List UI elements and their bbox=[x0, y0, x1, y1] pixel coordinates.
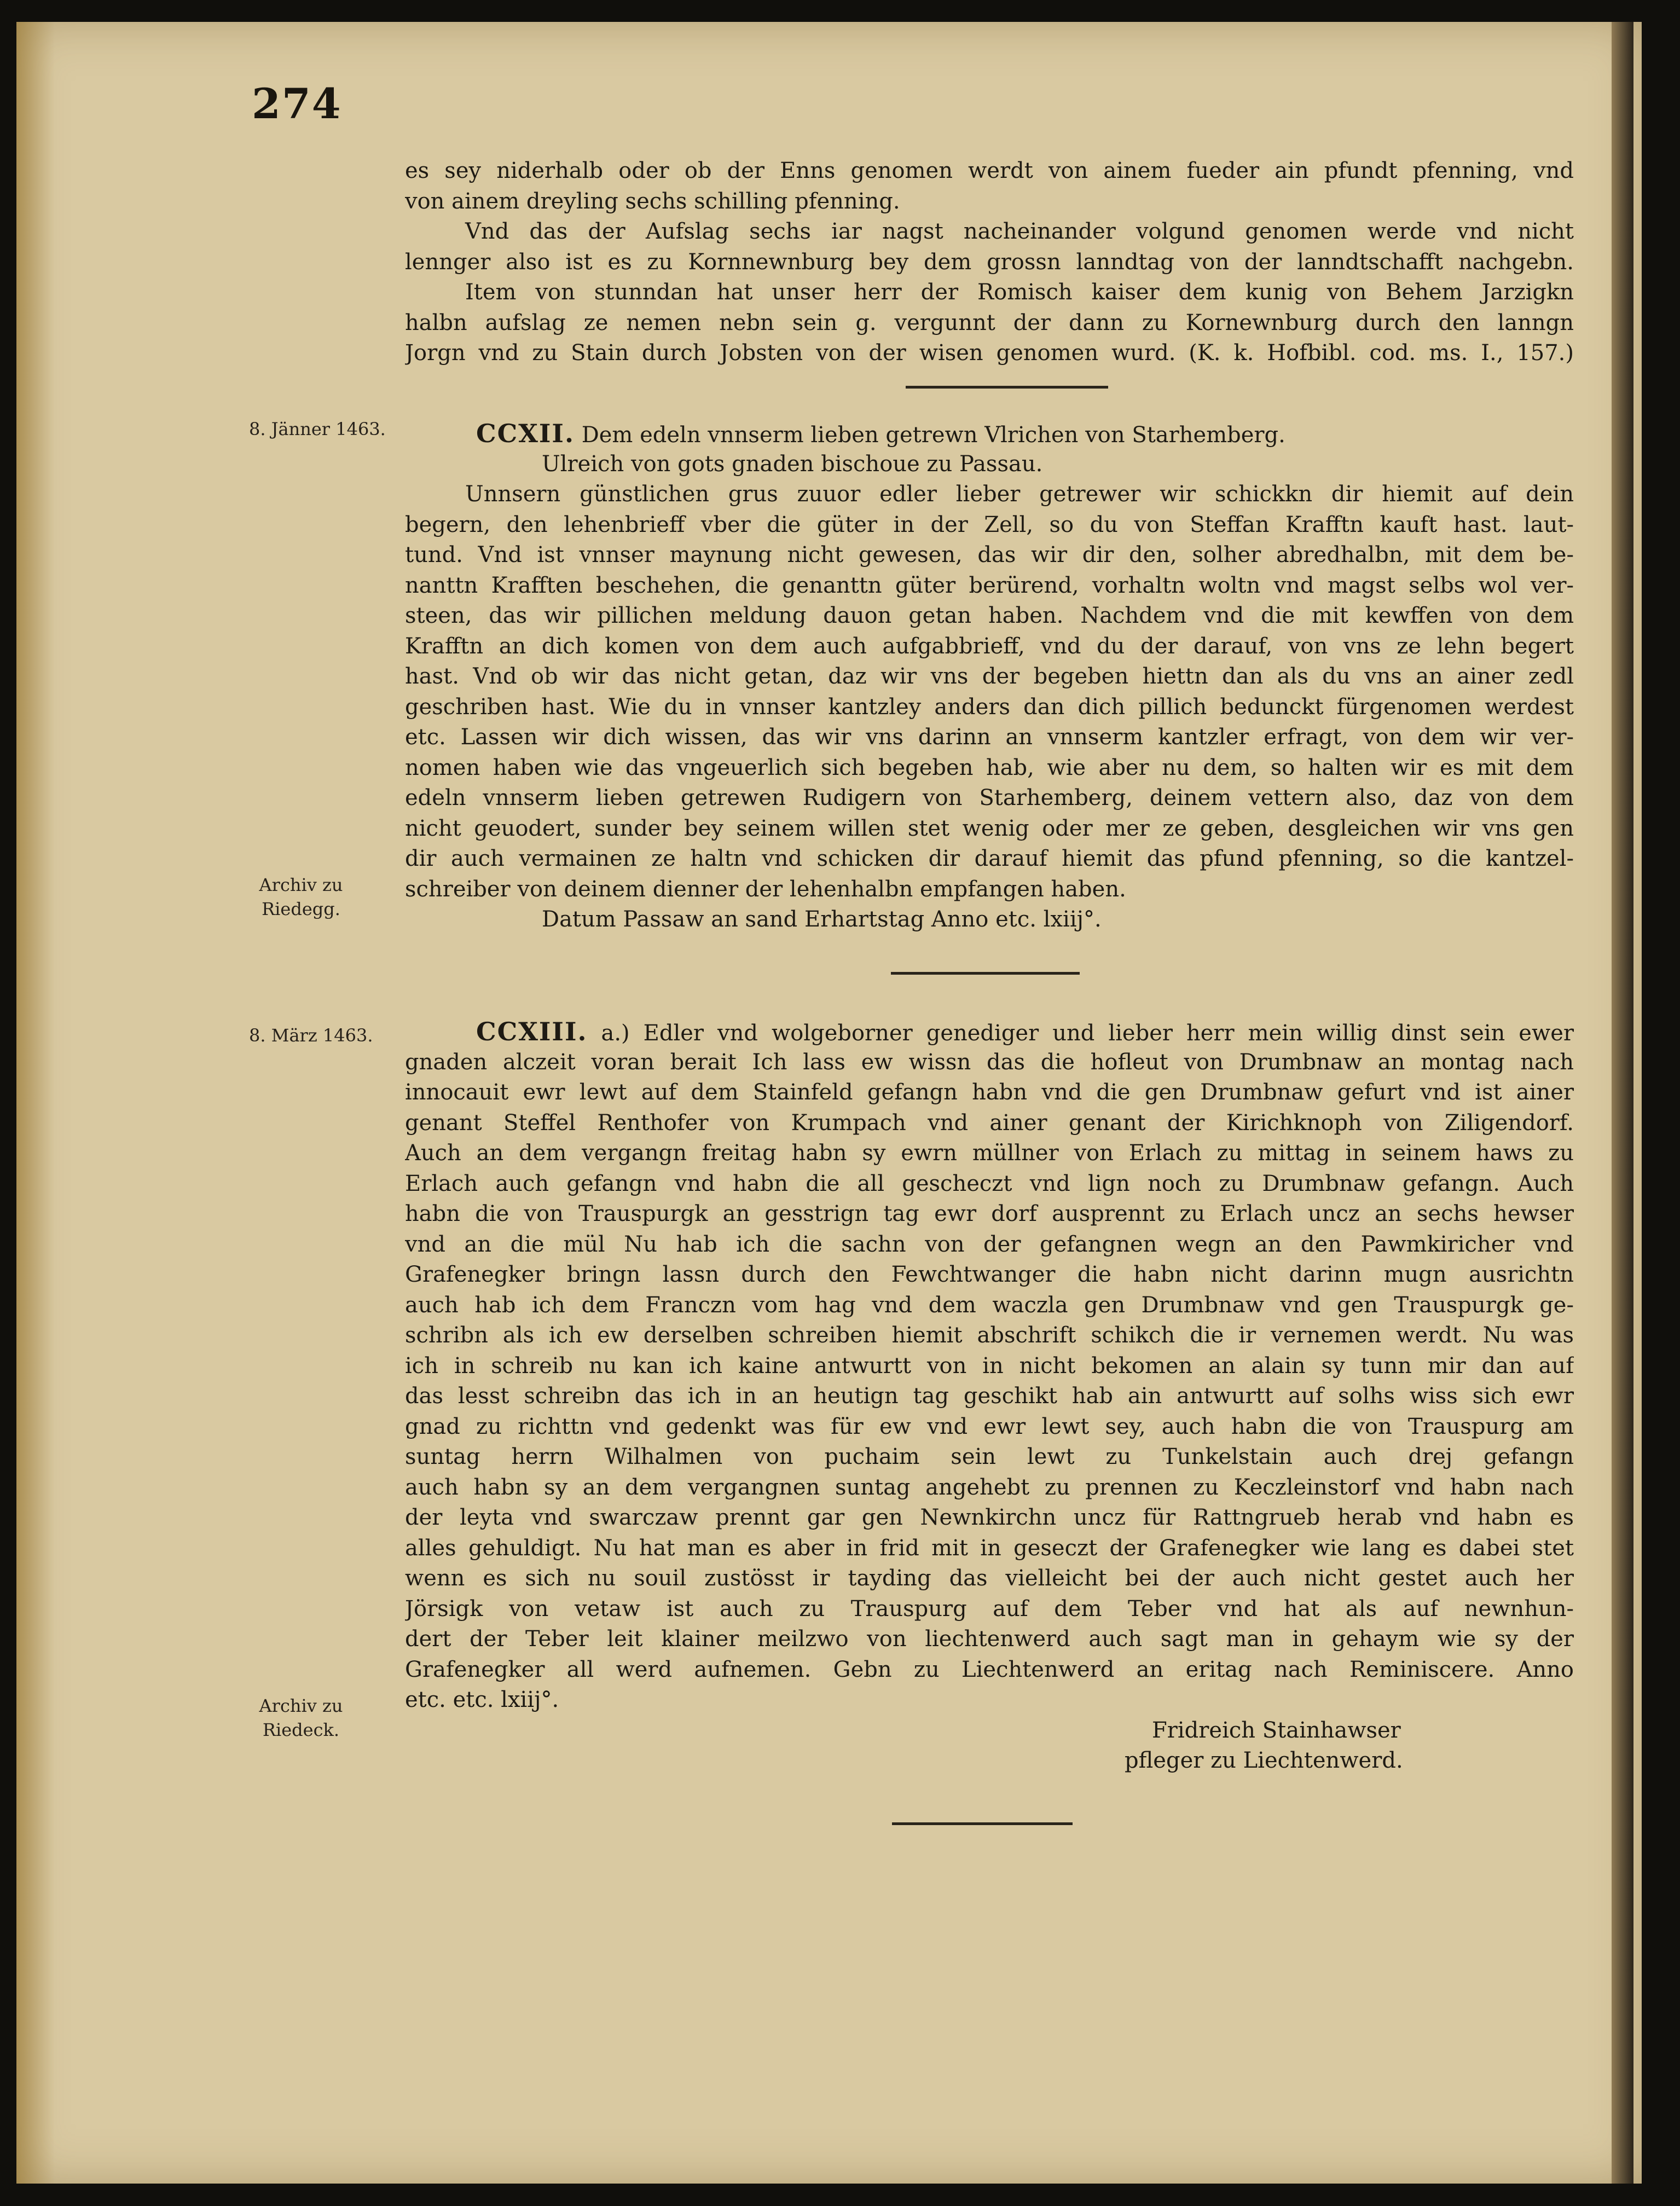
text-line: nicht geuodert, sunder bey seinem willen stet wenig oder mer ze geben, desgleichen wir vns gen bbox=[405, 815, 1574, 841]
date-ccxii: 8. Jänner 1463. bbox=[249, 419, 386, 439]
text-line: Jörsigk von vetaw ist auch zu Trauspurg auf dem Teber vnd hat als auf newnhun- bbox=[405, 1596, 1574, 1622]
signature-name: Fridreich Stainhawser bbox=[1152, 1717, 1401, 1743]
archive-label: Archiv zu bbox=[259, 875, 343, 895]
section-divider bbox=[891, 972, 1080, 975]
document-sender: Ulreich von gots gnaden bischoue zu Passau. bbox=[542, 451, 1043, 477]
document-number: CCXII. bbox=[476, 419, 575, 448]
document-heading bbox=[405, 1017, 1574, 1047]
document-ccxii bbox=[405, 419, 1574, 935]
archive-place: Riedeck. bbox=[262, 1719, 340, 1740]
text-line: Grafenegker all werd aufnemen. Gebn zu Liechtenwerd an eritag nach Reminiscere. Anno bbox=[405, 1657, 1574, 1682]
text-line: habn die von Trauspurgk an gesstrign tag ewr dorf ausprennt zu Erlach uncz an sechs hewser bbox=[405, 1201, 1574, 1226]
text-line: Grafenegker bringn lassn durch den Fewchtwanger die habn nicht darinn mugn ausrichtn bbox=[405, 1262, 1574, 1287]
text-line: tund. Vnd ist vnnser maynung nicht gewesen, das wir dir den, solher abredhalbn, mit dem be- bbox=[405, 542, 1574, 568]
document-ccxiii bbox=[405, 1017, 1574, 1776]
signature-title: pfleger zu Liechtenwerd. bbox=[1125, 1748, 1403, 1773]
text-line: ich in schreib nu kan ich kaine antwurtt von in nicht bekomen an alain sy tunn mir dan auf bbox=[405, 1353, 1574, 1379]
text-line: es sey niderhalb oder ob der Enns genomen werdt von ainem fueder ain pfundt pfenning, vnd bbox=[405, 158, 1574, 183]
text-line: edeln vnnserm lieben getrewen Rudigern von Starhemberg, deinem vettern also, daz von dem bbox=[405, 785, 1574, 810]
text-line: nomen haben wie das vngeuerlich sich begeben hab, wie aber nu dem, so halten wir es mit dem bbox=[405, 755, 1574, 780]
text-line: das lesst schreibn das ich in an heutign tag geschikt hab ain antwurtt auf solhs wiss sich ewr bbox=[405, 1383, 1574, 1409]
text-line: steen, das wir pillichen meldung dauon getan haben. Nachdem vnd die mit kewffen von dem bbox=[405, 603, 1574, 628]
page-number: 274 bbox=[252, 79, 342, 128]
document-first-line: a.) Edler vnd wolgeborner genediger und lieber herr mein willig dinst sein ewer bbox=[601, 1021, 1574, 1046]
page-edge-shadow bbox=[16, 22, 55, 2184]
document-closing: Datum Passaw an sand Erhartstag Anno etc. lxiij°. bbox=[542, 907, 1102, 932]
text-line: wenn es sich nu souil zustösst ir tayding das vielleicht bei der auch nicht gestet auch her bbox=[405, 1566, 1574, 1591]
archive-place: Riedegg. bbox=[262, 899, 340, 919]
text-line: auch habn sy an dem vergangnen suntag angehebt zu prennen zu Keczleinstorf vnd habn nach bbox=[405, 1474, 1574, 1500]
document-heading bbox=[405, 419, 1574, 449]
date-ccxiii: 8. März 1463. bbox=[249, 1025, 373, 1046]
text-line: vnd an die mül Nu hab ich die sachn von der gefangnen wegn an den Pawmkiricher vnd bbox=[405, 1231, 1574, 1257]
document-address: Dem edeln vnnserm lieben getrewn Vlrichen von Starhemberg. bbox=[581, 422, 1285, 448]
text-line: alles gehuldigt. Nu hat man es aber in frid mit in geseczt der Grafenegker wie lang es dabei stet bbox=[405, 1535, 1574, 1561]
text-line: hast. Vnd ob wir das nicht getan, daz wir vns der begeben hiettn dan als du vns an ainer zedl bbox=[405, 664, 1574, 689]
text-line: suntag herrn Wilhalmen von puchaim sein lewt zu Tunkelstain auch drej gefangn bbox=[405, 1444, 1574, 1469]
text-line: gnad zu richttn vnd gedenkt was für ew vnd ewr lewt sey, auch habn die von Trauspurg am bbox=[405, 1414, 1574, 1439]
text-line: etc. etc. lxiij°. bbox=[405, 1687, 559, 1712]
text-line: Krafftn an dich komen von dem auch aufgabbrieff, vnd du der darauf, von vns ze lehn begert bbox=[405, 633, 1574, 659]
text-line: von ainem dreyling sechs schilling pfenning. bbox=[405, 188, 900, 214]
text-line: begern, den lehenbrieff vber die güter in der Zell, so du von Steffan Krafftn kauft hast. laut- bbox=[405, 512, 1574, 537]
section-divider bbox=[892, 1822, 1073, 1825]
text-line: geschriben hast. Wie du in vnnser kantzley anders dan dich pillich bedunckt fürgenomen werdest bbox=[405, 694, 1574, 720]
text-line: Item von stunndan hat unser herr der Romisch kaiser dem kunig von Behem Jarzigkn bbox=[465, 280, 1574, 305]
text-line: Auch an dem vergangn freitag habn sy ewrn müllner von Erlach zu mittag in seinem haws zu bbox=[405, 1140, 1574, 1166]
text-line: halbn aufslag ze nemen nebn sein g. vergunnt der dann zu Kornewnburg durch den lanngn bbox=[405, 310, 1574, 335]
text-line: schribn als ich ew derselben schreiben hiemit abschrift schikch die ir vernemen werdt. Nu was bbox=[405, 1323, 1574, 1348]
text-line: innocauit ewr lewt auf dem Stainfeld gefangn habn vnd die gen Drumbnaw gefurt vnd ist ainer bbox=[405, 1080, 1574, 1105]
document-number: CCXIII. bbox=[476, 1017, 588, 1046]
text-line: etc. Lassen wir dich wissen, das wir vns darinn an vnnserm kantzler erfragt, von dem wir ver- bbox=[405, 725, 1574, 750]
text-line: dert der Teber leit klainer meilzwo von liechtenwerd auch sagt man in gehaym wie sy der bbox=[405, 1626, 1574, 1652]
text-line: dir auch vermainen ze haltn vnd schicken dir darauf hiemit das pfund pfenning, so die kantzel- bbox=[405, 846, 1574, 871]
top-text-block bbox=[405, 156, 1574, 369]
text-line: gnaden alczeit voran berait Ich lass ew wissn das die hofleut von Drumbnaw an montag nach bbox=[405, 1049, 1574, 1075]
text-line: Unnsern günstlichen grus zuuor edler lieber getrewer wir schickkn dir hiemit auf dein bbox=[465, 482, 1574, 507]
text-line: der leyta vnd swarczaw prennt gar gen Newnkirchn uncz für Rattngrueb herab vnd habn es bbox=[405, 1505, 1574, 1530]
text-line: genant Steffel Renthofer von Krumpach vnd ainer genant der Kirichknoph von Ziligendorf. bbox=[405, 1110, 1574, 1136]
text-line: lennger also ist es zu Kornnewnburg bey dem grossn lanndtag von der lanndtschafft nachgebn. bbox=[405, 249, 1574, 275]
text-line: Erlach auch gefangn vnd habn die all gescheczt vnd lign noch zu Drumbnaw gefangn. Auch bbox=[405, 1171, 1574, 1196]
archive-note-ccxii bbox=[257, 873, 345, 921]
archive-note-ccxiii bbox=[257, 1694, 345, 1742]
text-line: nanttn Krafften beschehen, die genanttn güter berürend, vorhaltn woltn vnd magst selbs wol ver- bbox=[405, 572, 1574, 598]
text-line: Vnd das der Aufslag sechs iar nagst nacheinander volgund genomen werde vnd nicht bbox=[465, 219, 1574, 244]
section-divider bbox=[906, 386, 1108, 389]
archive-label: Archiv zu bbox=[259, 1695, 343, 1716]
text-line: Jorgn vnd zu Stain durch Jobsten von der wisen genomen wurd. (K. k. Hofbibl. cod. ms. I., 157.) bbox=[405, 340, 1574, 366]
text-line: schreiber von deinem dienner der lehenhalbn empfangen haben. bbox=[405, 876, 1126, 902]
book-spine bbox=[1612, 22, 1633, 2184]
text-line: auch hab ich dem Franczn vom hag vnd dem waczla gen Drumbnaw vnd gen Trauspurgk ge- bbox=[405, 1292, 1574, 1318]
